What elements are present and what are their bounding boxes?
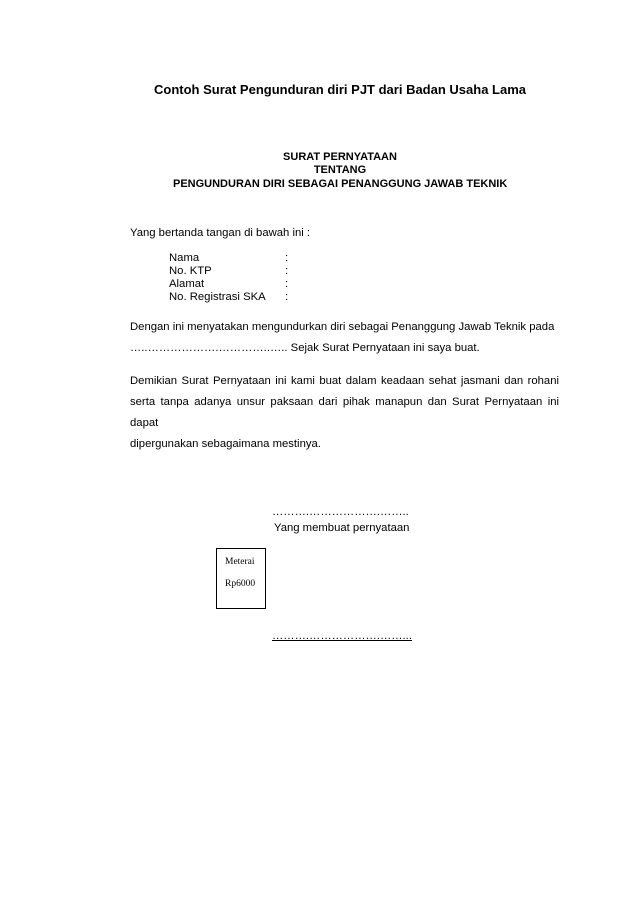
signature-name-dots: ……….……………….……...	[272, 630, 412, 642]
stamp-value: Rp6000	[225, 579, 256, 589]
paragraph-line: …..……………….…………..….. Sejak Surat Pernyataan ini saya buat.	[130, 342, 480, 354]
document-top-title: Contoh Surat Pengunduran diri PJT dari Badan Usaha Lama	[154, 82, 526, 97]
field-colon: :	[285, 291, 289, 303]
paragraph-line: Demikian Surat Pernyataan ini kami buat dalam keadaan sehat jasmani dan rohani	[130, 375, 559, 387]
field-colon: :	[285, 252, 289, 264]
field-colon: :	[285, 265, 289, 277]
field-label: No. KTP	[169, 265, 212, 277]
field-label: Nama	[169, 252, 200, 264]
letter-subject: PENGUNDURAN DIRI SEBAGAI PENANGGUNG JAWAB TEKNIK	[173, 178, 508, 190]
stamp-box	[216, 548, 266, 609]
signature-date-dots: ……….……………….……..	[272, 506, 409, 518]
intro-text: Yang bertanda tangan di bawah ini :	[130, 227, 311, 239]
field-label: No. Registrasi SKA	[169, 291, 266, 303]
paragraph-closing	[130, 371, 559, 455]
paragraph-line: serta tanpa adanya unsur paksaan dari pihak manapun dan Surat Pernyataan ini dapat	[130, 396, 559, 429]
letter-subtitle: TENTANG	[313, 164, 367, 176]
field-colon: :	[285, 278, 289, 290]
letter-title: SURAT PERNYATAAN	[283, 151, 397, 163]
paragraph-line: Dengan ini menyatakan mengundurkan diri sebagai Penanggung Jawab Teknik pada	[130, 321, 555, 333]
paragraph-line: dipergunakan sebagaimana mestinya.	[130, 438, 321, 450]
field-label: Alamat	[169, 278, 205, 290]
signature-label: Yang membuat pernyataan	[274, 522, 410, 534]
stamp-label: Meterai	[225, 557, 255, 567]
paragraph-resignation	[130, 317, 559, 359]
